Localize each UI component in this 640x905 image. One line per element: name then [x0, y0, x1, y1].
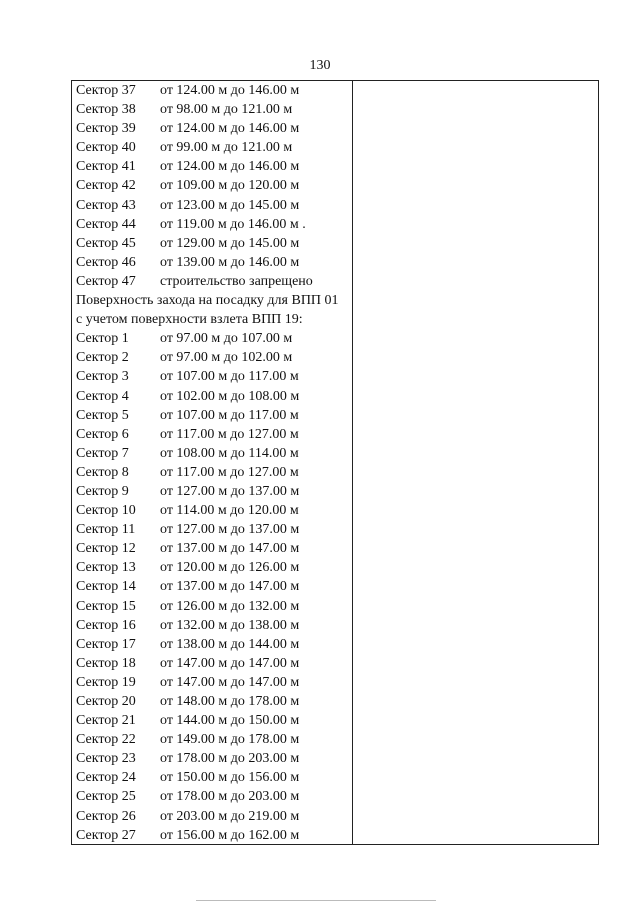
table-row — [76, 558, 352, 577]
sector-label: Сектор 17 — [76, 636, 136, 652]
table-row — [76, 768, 352, 787]
height-range: от 123.00 м до 145.00 м — [160, 197, 300, 213]
sector-label: Сектор 22 — [76, 732, 136, 748]
table-row — [76, 406, 352, 425]
table-row — [76, 348, 352, 367]
height-range: от 109.00 м до 120.00 м — [160, 178, 300, 194]
sector-label: Сектор 20 — [76, 694, 136, 709]
height-range: от 178.00 м до 203.00 м — [160, 789, 300, 805]
height-range: от 107.00 м до 117.00 м — [160, 369, 299, 385]
height-range: от 127.00 м до 137.00 м — [160, 483, 300, 499]
sector-label: Сектор 15 — [76, 598, 136, 614]
table-row — [76, 692, 352, 711]
sector-label: Сектор 18 — [76, 655, 136, 671]
table-row — [76, 81, 352, 100]
sector-label: Сектор 23 — [76, 751, 136, 767]
table-row — [76, 215, 352, 234]
sector-label: Сектор 24 — [76, 770, 136, 786]
height-range: от 102.00 м до 108.00 м — [160, 388, 300, 404]
table-row — [76, 176, 352, 195]
sector-list — [76, 81, 352, 845]
height-range: строительство запрещено — [160, 273, 313, 289]
sector-label: Сектор 11 — [76, 522, 136, 538]
table-row — [76, 501, 352, 520]
table-row — [76, 654, 352, 673]
sector-label: Сектор 47 — [76, 273, 136, 289]
sector-label: Сектор 39 — [76, 121, 136, 137]
height-range: от 138.00 м до 144.00 м — [160, 636, 300, 652]
table-row — [76, 234, 352, 253]
height-range: от 147.00 м до 147.00 м — [160, 674, 300, 690]
height-range: от 132.00 м до 138.00 м — [160, 617, 300, 633]
table-row — [76, 711, 352, 730]
sector-label: Сектор 5 — [76, 407, 129, 423]
table-row — [76, 463, 352, 482]
sector-label: Сектор 26 — [76, 808, 136, 824]
sector-label: Сектор 13 — [76, 560, 136, 576]
sector-label: Сектор 16 — [76, 617, 136, 633]
sector-label: Сектор 19 — [76, 674, 136, 690]
table-row — [76, 157, 352, 176]
sector-label: Сектор 10 — [76, 503, 136, 519]
table-row — [76, 673, 352, 692]
sector-label: Сектор 1 — [76, 331, 129, 347]
sector-label: Сектор 38 — [76, 102, 136, 118]
sector-label: Сектор 46 — [76, 254, 136, 270]
height-range: от 147.00 м до 147.00 м — [160, 655, 300, 671]
table-row — [76, 749, 352, 768]
table-row — [76, 826, 352, 845]
table-row — [76, 196, 352, 215]
table-row — [76, 138, 352, 157]
heading-text: с учетом поверхности взлета ВПП 19: — [76, 312, 303, 328]
table-row — [76, 730, 352, 749]
height-range: от 124.00 м до 146.00 м — [160, 83, 300, 98]
height-range: от 114.00 м до 120.00 м — [160, 503, 299, 519]
sector-label: Сектор 6 — [76, 426, 129, 442]
height-range: от 139.00 м до 146.00 м — [160, 254, 300, 270]
height-range: от 119.00 м до 146.00 м . — [160, 216, 306, 232]
table-row — [76, 100, 352, 119]
sector-label: Сектор 3 — [76, 369, 129, 385]
height-range: от 148.00 м до 178.00 м — [160, 694, 300, 709]
sector-label: Сектор 7 — [76, 445, 129, 461]
sector-label: Сектор 25 — [76, 789, 136, 805]
height-range: от 120.00 м до 126.00 м — [160, 560, 300, 576]
height-range: от 124.00 м до 146.00 м — [160, 121, 300, 137]
height-range: от 124.00 м до 146.00 м — [160, 159, 300, 175]
height-range: от 129.00 м до 145.00 м — [160, 235, 300, 251]
sector-label: Сектор 37 — [76, 83, 136, 98]
table-row — [76, 787, 352, 806]
table-row — [76, 253, 352, 272]
height-range: от 203.00 м до 219.00 м — [160, 808, 300, 824]
height-range: от 156.00 м до 162.00 м — [160, 827, 300, 843]
sector-label: Сектор 9 — [76, 483, 129, 499]
table-row — [76, 444, 352, 463]
table-row — [76, 597, 352, 616]
height-range: от 97.00 м до 107.00 м — [160, 331, 293, 347]
section-heading — [76, 310, 352, 329]
height-range: от 137.00 м до 147.00 м — [160, 541, 300, 557]
height-range: от 137.00 м до 147.00 м — [160, 579, 300, 595]
sector-label: Сектор 45 — [76, 235, 136, 251]
table-row — [76, 482, 352, 501]
sector-label: Сектор 43 — [76, 197, 136, 213]
height-range: от 127.00 м до 137.00 м — [160, 522, 300, 538]
height-range: от 108.00 м до 114.00 м — [160, 445, 299, 461]
height-range: от 98.00 м до 121.00 м — [160, 102, 293, 118]
sector-label: Сектор 8 — [76, 464, 129, 480]
column-divider — [352, 80, 353, 845]
table-row — [76, 425, 352, 444]
page-number: 130 — [309, 58, 331, 73]
height-range: от 117.00 м до 127.00 м — [160, 426, 299, 442]
table-row — [76, 635, 352, 654]
height-range: от 144.00 м до 150.00 м — [160, 713, 300, 729]
height-range: от 126.00 м до 132.00 м — [160, 598, 300, 614]
table-row — [76, 387, 352, 406]
table-row — [76, 616, 352, 635]
table-row — [76, 520, 352, 539]
height-range: от 107.00 м до 117.00 м — [160, 407, 299, 423]
sector-label: Сектор 27 — [76, 827, 136, 843]
height-range: от 99.00 м до 121.00 м — [160, 140, 293, 156]
heading-text: Поверхность захода на посадку для ВПП 01 — [76, 293, 339, 309]
height-range: от 150.00 м до 156.00 м — [160, 770, 300, 786]
table-row — [76, 539, 352, 558]
table-row — [76, 272, 352, 291]
sector-label: Сектор 2 — [76, 350, 129, 366]
sector-label: Сектор 4 — [76, 388, 129, 404]
sector-label: Сектор 44 — [76, 216, 136, 232]
height-range: от 178.00 м до 203.00 м — [160, 751, 300, 767]
table-row — [76, 367, 352, 386]
scan-edge-line — [196, 900, 436, 901]
table-row — [76, 807, 352, 826]
section-heading — [76, 291, 352, 310]
height-range: от 149.00 м до 178.00 м — [160, 732, 300, 748]
sector-label: Сектор 12 — [76, 541, 136, 557]
sector-label: Сектор 41 — [76, 159, 136, 175]
height-range: от 97.00 м до 102.00 м — [160, 350, 293, 366]
table-row — [76, 119, 352, 138]
sector-label: Сектор 40 — [76, 140, 136, 156]
sector-label: Сектор 42 — [76, 178, 136, 194]
sector-label: Сектор 21 — [76, 713, 136, 729]
table-row — [76, 329, 352, 348]
table-row — [76, 577, 352, 596]
height-range: от 117.00 м до 127.00 м — [160, 464, 299, 480]
sector-label: Сектор 14 — [76, 579, 136, 595]
